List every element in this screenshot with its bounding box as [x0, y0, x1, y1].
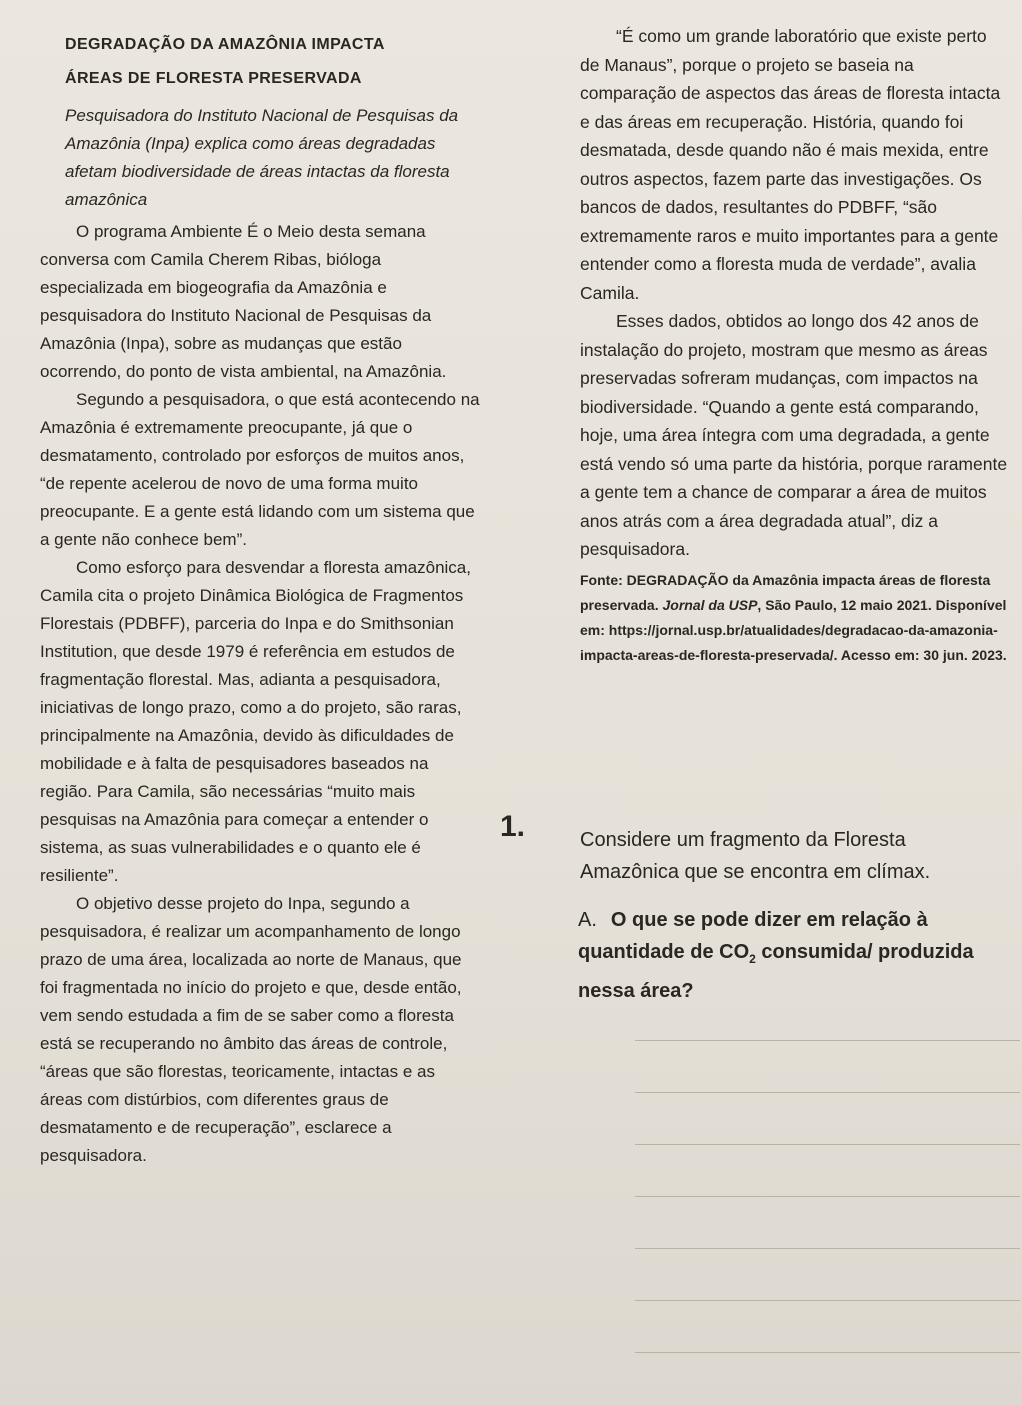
source-citation — [580, 568, 1010, 668]
source-text: DEGRADAÇÃO da Amazônia impacta áreas de floresta preservada. — [580, 571, 991, 613]
article-title — [65, 28, 480, 96]
answer-line[interactable] — [635, 1352, 1020, 1353]
source-details: , São Paulo, 12 maio 2021. Disponível em: https://jornal.usp.br/atualidades/degradacao-da-amazonia-impacta-areas-de-floresta-preservada/. Acesso em: 30 jun. 2023. — [580, 596, 1007, 663]
paragraph-6: Esses dados, obtidos ao longo dos 42 anos de instalação do projeto, mostram que mesmo as áreas preservadas sofreram mudanças, com impactos na biodiversidade. “Quando a gente está comparando, hoje, uma área íntegra com uma degradada, a gente está vendo só uma parte da história, porque raramente a gente tem a chance de comparar a área de muitos anos atrás com a área degradada atual”, diz a pesquisadora. — [580, 311, 1008, 559]
article-left-column — [40, 28, 480, 1170]
item-letter: A. — [578, 909, 597, 931]
answer-line[interactable] — [635, 1300, 1020, 1301]
source-label: Fonte: — [580, 571, 623, 588]
answer-lines — [635, 1040, 1020, 1404]
title-line-2: ÁREAS DE FLORESTA PRESERVADA — [65, 70, 362, 87]
source-journal: Jornal da USP — [662, 596, 758, 613]
question-number: 1. — [500, 810, 526, 843]
answer-line[interactable] — [635, 1092, 1020, 1093]
paragraph-5: “É como um grande laboratório que existe perto de Manaus”, porque o projeto se baseia na comparação de aspectos das áreas de floresta intacta e das áreas em recuperação. História, quando foi desmatada, desde quando não é mais mexida, entre outros aspectos, fazem parte das investigações. Os bancos de dados, resultantes do PDBFF, “são extremamente raros e muito importantes para a gente entender como a floresta muda de verdade”, avalia Camila. — [580, 26, 1001, 303]
answer-line[interactable] — [635, 1144, 1020, 1145]
paragraph-2: Segundo a pesquisadora, o que está acontecendo na Amazônia é extremamente preocupante, já que o desmatamento, controlado por esforços de muitos anos, “de repente acelerou de novo de uma forma muito preocupante. E a gente está lidando com um sistema que a gente não conhece bem”. — [40, 390, 480, 549]
article-right-column — [580, 22, 1010, 668]
item-text-after: consumida/ produzida nessa área? — [578, 941, 974, 1002]
title-line-1: DEGRADAÇÃO DA AMAZÔNIA IMPACTA — [65, 36, 385, 53]
question-item-a — [578, 904, 1008, 1007]
answer-line[interactable] — [635, 1040, 1020, 1041]
article-subtitle: Pesquisadora do Instituto Nacional de Pesquisas da Amazônia (Inpa) explica como áreas degradadas afetam biodiversidade de áreas intactas da floresta amazônica — [65, 106, 459, 209]
paragraph-4: O objetivo desse projeto do Inpa, segundo a pesquisadora, é realizar um acompanhamento de longo prazo de uma área, localizada ao norte de Manaus, que foi fragmentada no início do projeto e que, desde então, vem sendo estudada a fim de se saber como a floresta está se recuperando no âmbito das áreas de controle, “áreas que são florestas, teoricamente, intactas e as áreas com distúrbios, com diferentes graus de desmatamento e de recuperação”, esclarece a pesquisadora. — [40, 894, 462, 1165]
item-text-before: O que se pode dizer em relação à quantidade de CO — [578, 909, 928, 963]
question-text: Considere um fragmento da Floresta Amazônica que se encontra em clímax. — [580, 829, 931, 883]
answer-line[interactable] — [635, 1196, 1020, 1197]
answer-line[interactable] — [635, 1248, 1020, 1249]
paragraph-1: O programa Ambiente É o Meio desta semana conversa com Camila Cherem Ribas, bióloga especializada em biogeografia da Amazônia e pesquisadora do Instituto Nacional de Pesquisas da Amazônia (Inpa), sobre as mudanças que estão ocorrendo, do ponto de vista ambiental, na Amazônia. — [40, 222, 447, 381]
item-subscript: 2 — [749, 952, 756, 966]
paragraph-3: Como esforço para desvendar a floresta amazônica, Camila cita o projeto Dinâmica Biológica de Fragmentos Florestais (PDBFF), parceria do Inpa e do Smithsonian Institution, que desde 1979 é referência em estudos de fragmentação florestal. Mas, adianta a pesquisadora, iniciativas de longo prazo, como a do projeto, são raras, principalmente na Amazônia, devido às dificuldades de mobilidade e à falta de pesquisadores baseados na região. Para Camila, são necessárias “muito mais pesquisas na Amazônia para começar a entender o sistema, as suas vulnerabilidades e o quanto ele é resiliente”. — [40, 558, 471, 885]
